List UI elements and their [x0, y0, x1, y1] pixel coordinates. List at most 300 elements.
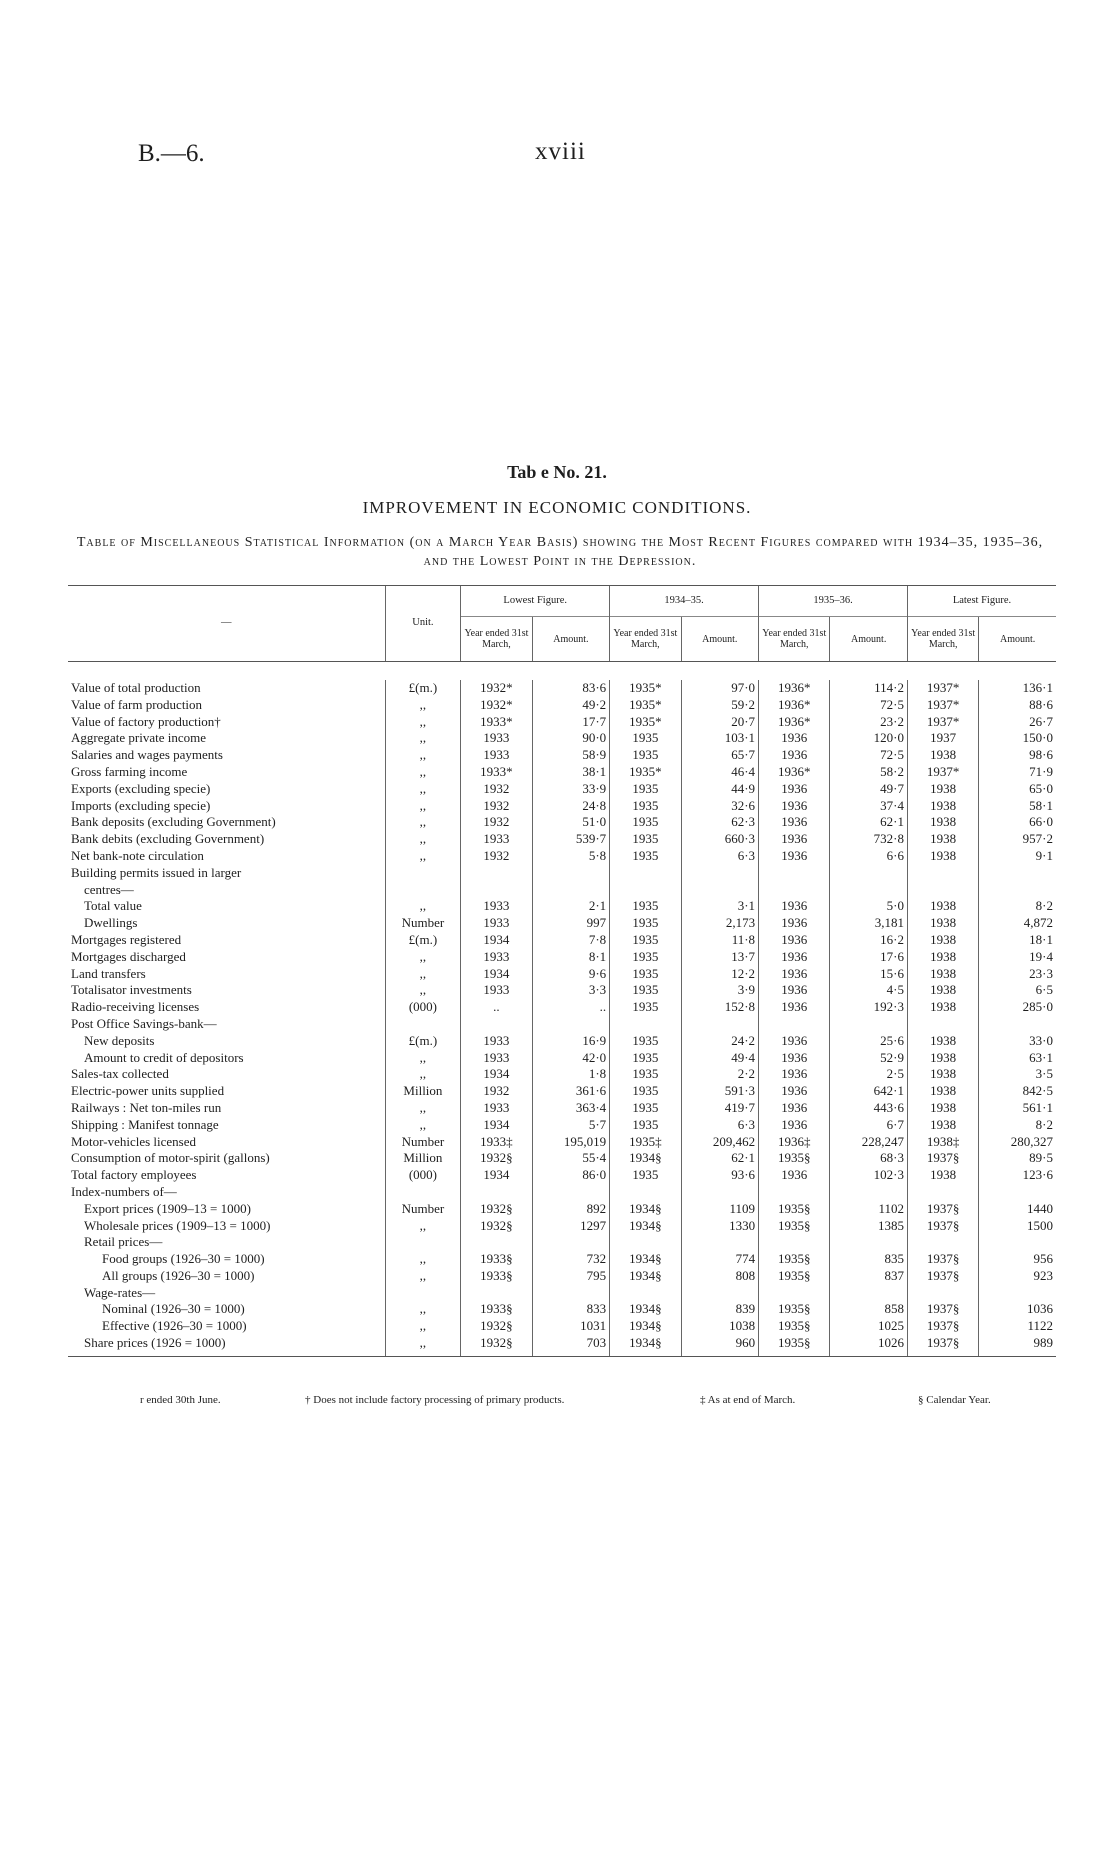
row-label: Mortgages registered — [71, 931, 182, 947]
amount-cell — [681, 1016, 759, 1033]
table-number: Tab e No. 21. — [507, 462, 607, 482]
row-label: Value of total production — [71, 680, 201, 695]
table-row — [68, 882, 1056, 899]
year-cell: 1938 — [907, 848, 978, 865]
year-cell: 1936 — [759, 730, 830, 747]
amount-cell: 23·3 — [979, 966, 1056, 983]
table-row — [68, 798, 1056, 815]
year-cell: 1932 — [461, 814, 532, 831]
row-unit: ,, — [385, 1301, 461, 1318]
year-cell: 1935§ — [759, 1335, 830, 1356]
row-label: Net bank-note circulation — [71, 847, 204, 863]
amount-cell — [830, 1016, 908, 1033]
amount-cell: 55·4 — [532, 1150, 610, 1167]
amount-cell: 44·9 — [681, 781, 759, 798]
year-cell: 1937* — [907, 680, 978, 697]
amount-cell: 774 — [681, 1251, 759, 1268]
year-cell: 1936 — [759, 798, 830, 815]
amount-cell: 51·0 — [532, 814, 610, 831]
year-cell: 1936* — [759, 764, 830, 781]
table-row — [68, 1066, 1056, 1083]
amount-cell: 839 — [681, 1301, 759, 1318]
table-row — [68, 1150, 1056, 1167]
row-unit: (000) — [385, 1167, 461, 1184]
table-row — [68, 1134, 1056, 1151]
table-row — [68, 1050, 1056, 1067]
amount-cell: 989 — [979, 1335, 1056, 1356]
year-cell: 1935 — [610, 1033, 681, 1050]
amount-cell: 858 — [830, 1301, 908, 1318]
year-cell — [461, 865, 532, 882]
amount-cell: 136·1 — [979, 680, 1056, 697]
year-cell: 1935* — [610, 714, 681, 731]
year-cell — [610, 1234, 681, 1251]
year-cell: 1934§ — [610, 1251, 681, 1268]
table-row — [68, 747, 1056, 764]
year-cell: 1934§ — [610, 1201, 681, 1218]
year-cell: 1936‡ — [759, 1134, 830, 1151]
amount-cell: 3·9 — [681, 982, 759, 999]
year-cell: 1932§ — [461, 1318, 532, 1335]
amount-cell: 732·8 — [830, 831, 908, 848]
year-cell: 1937§ — [907, 1201, 978, 1218]
year-cell — [461, 1234, 532, 1251]
amount-cell: 703 — [532, 1335, 610, 1356]
amount-cell: .. — [532, 999, 610, 1016]
year-cell: 1937§ — [907, 1268, 978, 1285]
amount-cell: 32·6 — [681, 798, 759, 815]
year-cell: 1934 — [461, 1117, 532, 1134]
table-row — [68, 999, 1056, 1016]
row-label: All groups (1926–30 = 1000) — [102, 1267, 255, 1283]
row-unit: Number — [385, 1134, 461, 1151]
year-ended-header: Year ended 31st March, — [907, 617, 978, 662]
year-cell: 1935* — [610, 697, 681, 714]
year-cell: 1935§ — [759, 1201, 830, 1218]
amount-cell: 842·5 — [979, 1083, 1056, 1100]
year-cell: 1936 — [759, 898, 830, 915]
year-cell: 1933§ — [461, 1301, 532, 1318]
amount-cell: 956 — [979, 1251, 1056, 1268]
year-cell: 1935 — [610, 1100, 681, 1117]
amount-cell — [532, 1285, 610, 1302]
table-row — [68, 982, 1056, 999]
year-cell: 1935 — [610, 949, 681, 966]
row-label: Nominal (1926–30 = 1000) — [102, 1301, 245, 1317]
amount-cell — [681, 1184, 759, 1201]
amount-cell: 6·7 — [830, 1117, 908, 1134]
table-row — [68, 898, 1056, 915]
year-cell: 1938 — [907, 814, 978, 831]
year-cell: 1938 — [907, 932, 978, 949]
year-cell — [759, 1285, 830, 1302]
year-cell: 1938 — [907, 1033, 978, 1050]
amount-cell: 33·0 — [979, 1033, 1056, 1050]
year-cell: 1935 — [610, 932, 681, 949]
row-label: Exports (excluding specie) — [71, 780, 211, 796]
row-label: Land transfers — [71, 965, 146, 981]
amount-cell — [979, 1016, 1056, 1033]
row-unit: (000) — [385, 999, 461, 1016]
year-cell: 1938 — [907, 798, 978, 815]
amount-cell: 419·7 — [681, 1100, 759, 1117]
amount-cell: 1031 — [532, 1318, 610, 1335]
amount-cell: 6·3 — [681, 848, 759, 865]
year-cell: 1936* — [759, 697, 830, 714]
amount-header: Amount. — [830, 617, 908, 662]
amount-cell: 120·0 — [830, 730, 908, 747]
amount-cell: 46·4 — [681, 764, 759, 781]
amount-cell — [979, 1234, 1056, 1251]
table-row — [68, 1268, 1056, 1285]
year-cell: 1938 — [907, 1066, 978, 1083]
year-cell: 1936 — [759, 1083, 830, 1100]
page-number: xviii — [535, 138, 586, 165]
amount-cell — [681, 865, 759, 882]
amount-cell: 285·0 — [979, 999, 1056, 1016]
row-unit: £(m.) — [385, 680, 461, 697]
year-cell: 1932 — [461, 1083, 532, 1100]
amount-cell: 1500 — [979, 1218, 1056, 1235]
row-label: Amount to credit of depositors — [84, 1049, 244, 1065]
year-cell: 1937§ — [907, 1251, 978, 1268]
unit-column-header: Unit. — [385, 586, 461, 662]
group-header-latest: Latest Figure. — [907, 586, 1056, 617]
year-cell — [759, 865, 830, 882]
year-cell — [610, 1184, 681, 1201]
year-cell: 1938 — [907, 1100, 978, 1117]
amount-cell — [830, 1285, 908, 1302]
row-label: Share prices (1926 = 1000) — [68, 1335, 385, 1356]
year-cell: 1935§ — [759, 1318, 830, 1335]
table-row — [68, 714, 1056, 731]
amount-cell: 1297 — [532, 1218, 610, 1235]
item-column-header: — — [68, 586, 385, 662]
amount-cell: 960 — [681, 1335, 759, 1356]
year-cell — [907, 1285, 978, 1302]
row-unit: ,, — [385, 1100, 461, 1117]
row-label: Consumption of motor-spirit (gallons) — [71, 1150, 270, 1166]
year-cell: 1935 — [610, 848, 681, 865]
year-cell: 1936 — [759, 831, 830, 848]
year-cell: 1936 — [759, 915, 830, 932]
row-unit: ,, — [385, 764, 461, 781]
year-cell: 1932 — [461, 781, 532, 798]
amount-cell: 5·7 — [532, 1117, 610, 1134]
row-label: Railways : Net ton-miles run — [71, 1099, 222, 1115]
year-cell: 1937§ — [907, 1218, 978, 1235]
row-unit: ,, — [385, 798, 461, 815]
amount-cell: 37·4 — [830, 798, 908, 815]
table-row — [68, 764, 1056, 781]
amount-cell — [979, 1285, 1056, 1302]
row-unit: ,, — [385, 1218, 461, 1235]
row-label: Radio-receiving licenses — [71, 999, 200, 1015]
group-header-1934-35: 1934–35. — [610, 586, 759, 617]
table-row — [68, 1201, 1056, 1218]
amount-cell: 42·0 — [532, 1050, 610, 1067]
row-unit: £(m.) — [385, 932, 461, 949]
row-unit: ,, — [385, 982, 461, 999]
amount-cell: 103·1 — [681, 730, 759, 747]
year-cell: 1935 — [610, 781, 681, 798]
amount-cell — [681, 1285, 759, 1302]
year-cell: .. — [461, 999, 532, 1016]
amount-cell: 1330 — [681, 1218, 759, 1235]
year-cell: 1937* — [907, 764, 978, 781]
amount-cell: 98·6 — [979, 747, 1056, 764]
page-code: B.—6. — [138, 140, 205, 167]
amount-header: Amount. — [681, 617, 759, 662]
row-label: Gross farming income — [71, 763, 188, 779]
year-cell: 1938 — [907, 898, 978, 915]
amount-cell: 26·7 — [979, 714, 1056, 731]
amount-cell: 16·9 — [532, 1033, 610, 1050]
amount-cell: 65·0 — [979, 781, 1056, 798]
row-label: Food groups (1926–30 = 1000) — [102, 1251, 265, 1267]
year-cell: 1932§ — [461, 1201, 532, 1218]
amount-cell: 17·7 — [532, 714, 610, 731]
year-cell: 1937§ — [907, 1150, 978, 1167]
year-cell: 1938 — [907, 1050, 978, 1067]
table-row — [68, 1251, 1056, 1268]
year-cell: 1934 — [461, 1167, 532, 1184]
year-cell: 1934 — [461, 932, 532, 949]
table-row — [68, 915, 1056, 932]
year-cell: 1937* — [907, 714, 978, 731]
year-cell: 1938 — [907, 1117, 978, 1134]
row-label: Retail prices— — [84, 1234, 163, 1250]
year-cell: 1936* — [759, 680, 830, 697]
year-cell: 1936 — [759, 1167, 830, 1184]
year-cell: 1933 — [461, 898, 532, 915]
year-cell: 1934§ — [610, 1335, 681, 1356]
amount-cell: 62·1 — [681, 1150, 759, 1167]
amount-cell: 24·2 — [681, 1033, 759, 1050]
table-row — [68, 814, 1056, 831]
year-cell: 1933 — [461, 949, 532, 966]
year-cell: 1934§ — [610, 1301, 681, 1318]
amount-cell: 837 — [830, 1268, 908, 1285]
year-cell: 1933 — [461, 915, 532, 932]
year-cell: 1937§ — [907, 1318, 978, 1335]
amount-cell: 49·7 — [830, 781, 908, 798]
year-cell: 1933 — [461, 1050, 532, 1067]
row-label: Totalisator investments — [71, 982, 192, 998]
row-label: Value of farm production — [71, 696, 203, 712]
row-unit: ,, — [385, 949, 461, 966]
year-cell: 1933 — [461, 982, 532, 999]
year-cell: 1935 — [610, 1167, 681, 1184]
amount-cell — [532, 865, 610, 882]
amount-cell: 5·8 — [532, 848, 610, 865]
year-cell: 1938 — [907, 999, 978, 1016]
year-cell — [610, 1016, 681, 1033]
amount-cell: 8·2 — [979, 1117, 1056, 1134]
amount-cell: 6·3 — [681, 1117, 759, 1134]
table-row — [68, 730, 1056, 747]
amount-cell: 20·7 — [681, 714, 759, 731]
year-cell: 1935 — [610, 1050, 681, 1067]
amount-cell: 63·1 — [979, 1050, 1056, 1067]
amount-cell: 591·3 — [681, 1083, 759, 1100]
amount-cell: 957·2 — [979, 831, 1056, 848]
year-cell: 1936 — [759, 966, 830, 983]
amount-cell — [830, 1184, 908, 1201]
year-cell: 1933 — [461, 831, 532, 848]
amount-cell: 1122 — [979, 1318, 1056, 1335]
year-cell — [907, 1184, 978, 1201]
year-cell: 1935 — [610, 747, 681, 764]
amount-cell: 2·1 — [532, 898, 610, 915]
table-row — [68, 1016, 1056, 1033]
year-cell: 1936 — [759, 1050, 830, 1067]
row-label: Total value — [84, 898, 142, 914]
amount-cell: 90·0 — [532, 730, 610, 747]
year-cell: 1933* — [461, 714, 532, 731]
year-cell: 1935* — [610, 680, 681, 697]
year-cell: 1937 — [907, 730, 978, 747]
amount-cell: 16·2 — [830, 932, 908, 949]
year-cell: 1936 — [759, 814, 830, 831]
row-unit: ,, — [385, 814, 461, 831]
amount-cell: 732 — [532, 1251, 610, 1268]
amount-cell: 1026 — [830, 1335, 908, 1356]
year-cell — [907, 865, 978, 882]
row-label: Wholesale prices (1909–13 = 1000) — [84, 1217, 271, 1233]
year-cell — [759, 882, 830, 899]
amount-cell: 1·8 — [532, 1066, 610, 1083]
row-label: Bank debits (excluding Government) — [71, 831, 265, 847]
amount-cell — [532, 882, 610, 899]
amount-cell: 114·2 — [830, 680, 908, 697]
amount-cell: 2·5 — [830, 1066, 908, 1083]
amount-cell: 18·1 — [979, 932, 1056, 949]
amount-cell: 363·4 — [532, 1100, 610, 1117]
amount-cell: 8·2 — [979, 898, 1056, 915]
amount-cell: 1385 — [830, 1218, 908, 1235]
footnote: † Does not include factory processing of primary products. — [305, 1394, 565, 1406]
amount-cell — [532, 1016, 610, 1033]
year-cell: 1932 — [461, 798, 532, 815]
amount-cell — [681, 882, 759, 899]
year-cell: 1934 — [461, 966, 532, 983]
amount-header: Amount. — [979, 617, 1056, 662]
amount-cell: 62·3 — [681, 814, 759, 831]
year-cell: 1933§ — [461, 1268, 532, 1285]
year-cell — [461, 1184, 532, 1201]
year-cell: 1938 — [907, 982, 978, 999]
row-label: Export prices (1909–13 = 1000) — [84, 1200, 251, 1216]
table-row — [68, 680, 1056, 697]
amount-cell: 58·1 — [979, 798, 1056, 815]
amount-cell: 150·0 — [979, 730, 1056, 747]
row-unit: ,, — [385, 1335, 461, 1356]
row-unit: ,, — [385, 831, 461, 848]
year-cell: 1935 — [610, 730, 681, 747]
year-cell: 1935 — [610, 798, 681, 815]
amount-cell: 49·2 — [532, 697, 610, 714]
row-unit: ,, — [385, 1117, 461, 1134]
row-unit: Million — [385, 1083, 461, 1100]
year-cell: 1935 — [610, 1117, 681, 1134]
year-cell: 1935 — [610, 1083, 681, 1100]
amount-cell: 6·6 — [830, 848, 908, 865]
amount-cell: 1038 — [681, 1318, 759, 1335]
amount-cell: 72·5 — [830, 697, 908, 714]
amount-cell: 9·6 — [532, 966, 610, 983]
year-cell: 1932§ — [461, 1335, 532, 1356]
year-cell: 1933 — [461, 730, 532, 747]
amount-cell: 1036 — [979, 1301, 1056, 1318]
year-cell: 1933 — [461, 1100, 532, 1117]
footnote: ‡ As at end of March. — [700, 1394, 796, 1406]
amount-cell: 68·3 — [830, 1150, 908, 1167]
year-cell: 1933‡ — [461, 1134, 532, 1151]
amount-cell: 13·7 — [681, 949, 759, 966]
amount-cell: 72·5 — [830, 747, 908, 764]
table-row — [68, 1184, 1056, 1201]
amount-cell: 1109 — [681, 1201, 759, 1218]
year-cell: 1933 — [461, 1033, 532, 1050]
row-label: Index-numbers of— — [71, 1183, 177, 1199]
row-unit: ,, — [385, 966, 461, 983]
amount-cell: 15·6 — [830, 966, 908, 983]
year-cell: 1936 — [759, 747, 830, 764]
year-cell — [907, 1234, 978, 1251]
row-unit: Number — [385, 915, 461, 932]
year-cell: 1936 — [759, 999, 830, 1016]
year-cell: 1932§ — [461, 1150, 532, 1167]
year-cell: 1932* — [461, 697, 532, 714]
table-row — [68, 1318, 1056, 1335]
amount-cell: 1025 — [830, 1318, 908, 1335]
amount-cell: 62·1 — [830, 814, 908, 831]
group-header-lowest: Lowest Figure. — [461, 586, 610, 617]
amount-cell: 808 — [681, 1268, 759, 1285]
amount-cell — [532, 1234, 610, 1251]
amount-cell: 2,173 — [681, 915, 759, 932]
amount-cell — [979, 882, 1056, 899]
table-row — [68, 697, 1056, 714]
year-cell: 1935 — [610, 1066, 681, 1083]
year-cell: 1934§ — [610, 1268, 681, 1285]
year-cell: 1934 — [461, 1066, 532, 1083]
table-row — [68, 1033, 1056, 1050]
amount-cell: 58·9 — [532, 747, 610, 764]
year-cell — [461, 1285, 532, 1302]
row-unit: Number — [385, 1201, 461, 1218]
row-label: Post Office Savings-bank— — [71, 1015, 217, 1031]
table-row — [68, 848, 1056, 865]
row-label: Electric-power units supplied — [71, 1083, 225, 1099]
statistics-table — [68, 585, 1056, 1357]
year-cell: 1935§ — [759, 1251, 830, 1268]
year-cell: 1934§ — [610, 1150, 681, 1167]
amount-cell: 561·1 — [979, 1100, 1056, 1117]
year-cell: 1934§ — [610, 1318, 681, 1335]
year-cell: 1935§ — [759, 1301, 830, 1318]
year-cell: 1935 — [610, 999, 681, 1016]
row-unit — [385, 1234, 461, 1251]
table-row — [68, 831, 1056, 848]
amount-cell: 361·6 — [532, 1083, 610, 1100]
table-row — [68, 1285, 1056, 1302]
row-label: New deposits — [84, 1032, 155, 1048]
row-label: Motor-vehicles licensed — [71, 1133, 197, 1149]
amount-cell: 97·0 — [681, 680, 759, 697]
year-cell — [759, 1184, 830, 1201]
